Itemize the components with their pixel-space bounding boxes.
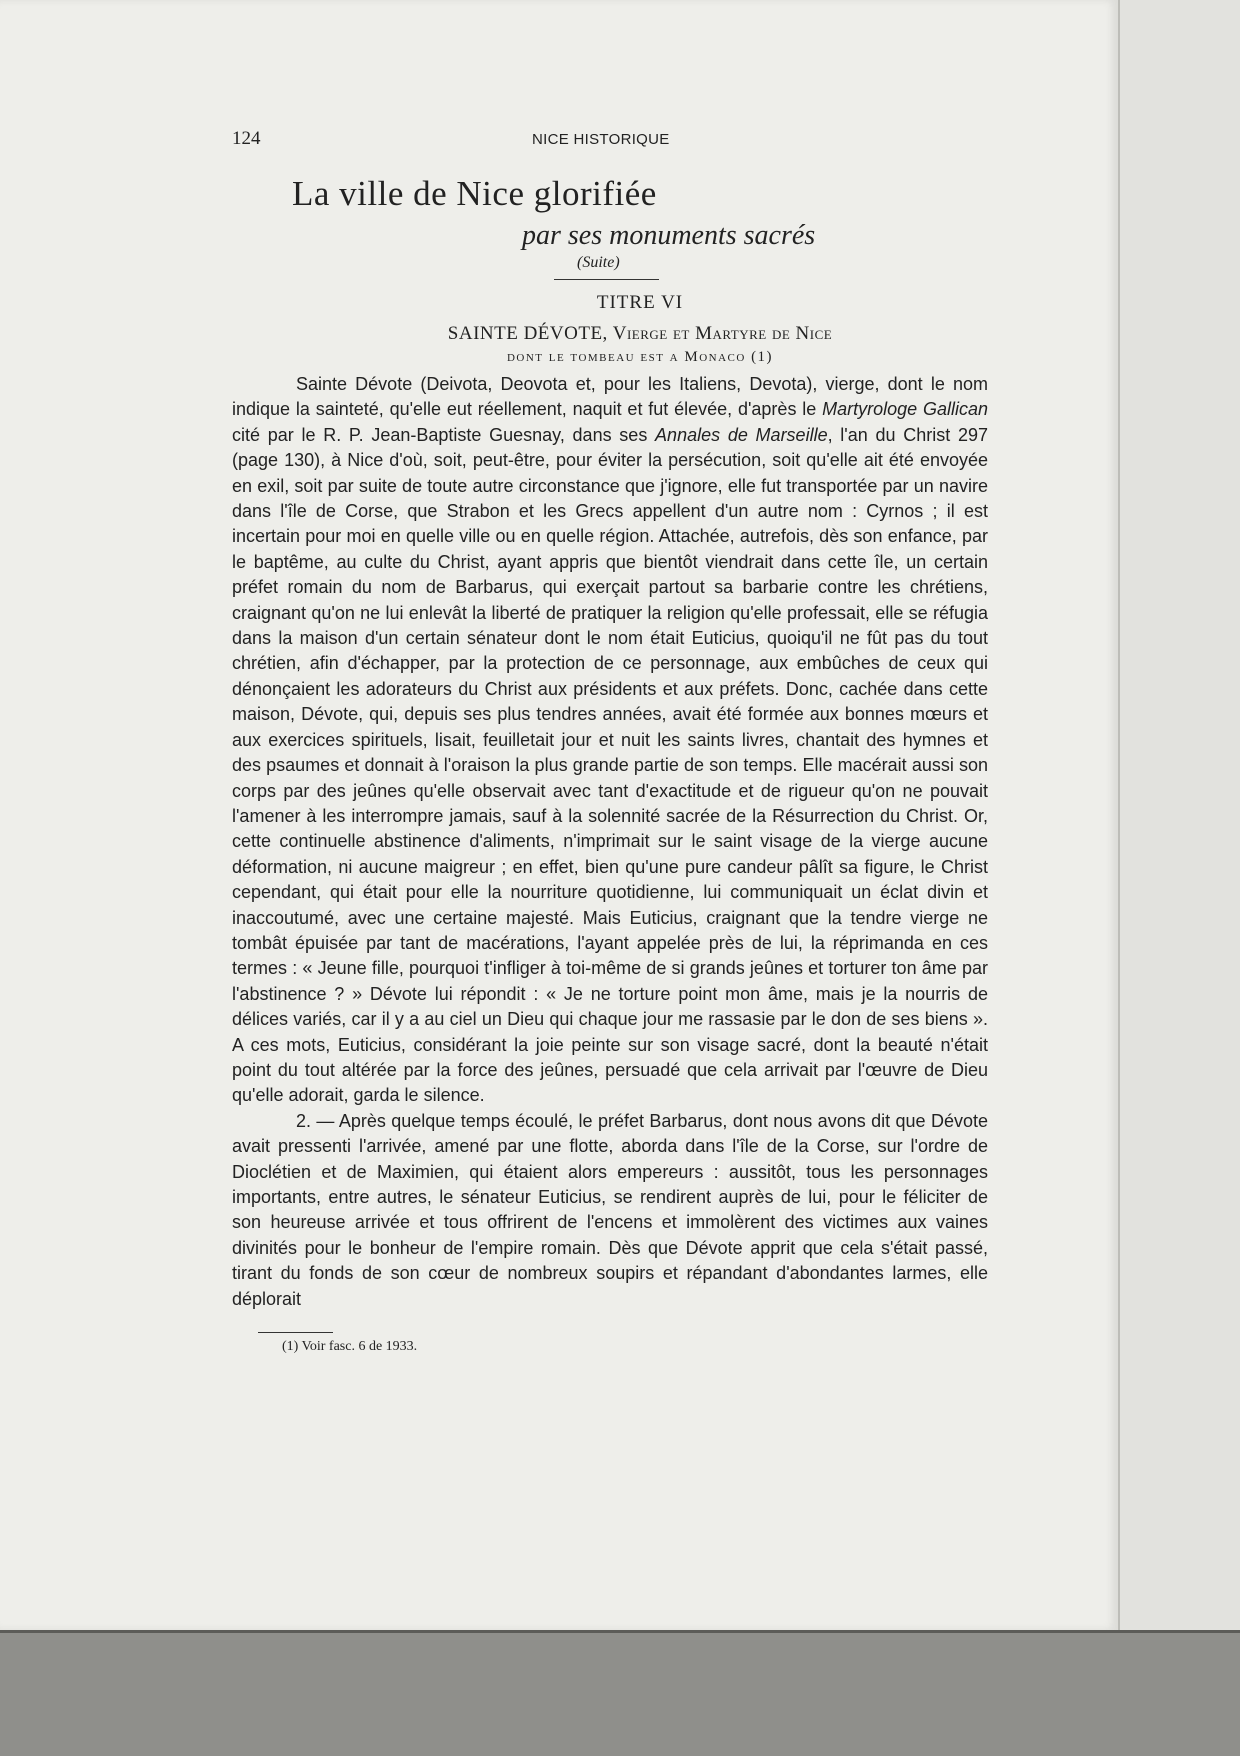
- footnote: (1) Voir fasc. 6 de 1933.: [282, 1339, 418, 1355]
- footnote-divider: [258, 1332, 333, 1333]
- article-title-continued: par ses monuments sacrés: [522, 220, 816, 251]
- section-title: TITRE VI: [596, 292, 684, 313]
- paragraph-1-italic-1: Martyrologe Gallican: [822, 399, 988, 420]
- article-subtitle: (Suite): [577, 254, 620, 271]
- section-heading: SAINTE DÉVOTE, Vierge et Martyre de Nice: [447, 323, 833, 344]
- paragraph-1: [232, 372, 988, 1109]
- running-head: [232, 128, 988, 154]
- body-text: [232, 372, 988, 1312]
- page-content: [232, 128, 988, 1355]
- next-page-edge: [1118, 0, 1240, 1630]
- paragraph-1-text-b: cité par le R. P. Jean-Baptiste Guesnay, dans ses: [232, 424, 656, 445]
- section-subheading: dont le tombeau est a Monaco (1): [506, 349, 774, 365]
- title-divider: [554, 279, 659, 280]
- paragraph-1-text-c: , l'an du Christ 297 (page 130), à Nice d'où, soit, peut-être, pour éviter la persécution, soit qu'elle ait été envoyée en exil, soit par suite de toute autre circonstance que j'ignore, elle fut transportée par un navire dans l'île de Corse, que Strabon et les Grecs appellent d'un autre nom : Cyrnos ; il est incertain pour moi en quelle ville ou en quelle région. Attachée, autrefois, dès son enfance, par le baptême, au culte du Christ, ayant appris que bientôt viendrait dans cette île, un certain préfet romain du nom de Barbarus, qui exerçait partout sa barbarie contre les chrétiens, craignant qu'on ne lui enlevât la liberté de pratiquer la religion qu'elle professait, elle se réfugia dans la maison d'un certain sénateur dont le nom était Euticius, quoiqu'il ne fût pas du tout chrétien, afin d'échapper, par la protection de ce personnage, aux embûches de ceux qui dénonçaient les adorateurs du Christ aux présidents et aux préfets. Donc, cachée dans cette maison, Dévote, qui, depuis ses plus tendres années, avait été formée aux bonnes mœurs et aux exercices spirituels, lisait, feuilletait jour et nuit les saints livres, chantait des hymnes et des psaumes et donnait à l'oraison la plus grande partie de son temps. Elle macérait aussi son corps par des jeûnes qu'elle observait avec tant d'exactitude et de rigueur qu'on ne pouvait l'amener à les interrompre jamais, sauf à la solennité sacrée de la Résurrection du Christ. Or, cette continuelle abstinence d'aliments, n'imprimait sur le saint visage de la vierge aucune déformation, ni aucune maigreur ; en effet, bien qu'une pure candeur pâlît sa figure, le Christ cependant, qui était pour elle la nourriture quotidienne, lui communiquait un éclat divin et inaccoutumé, avec une certaine majesté. Mais Euticius, craignant que la tendre vierge ne tombât épuisée par tant de macérations, l'ayant appelée près de lui, la réprimanda en ces termes : « Jeune fille, pourquoi t'infliger à toi-même de si grands jeûnes et torturer ton âme par l'abstinence ? » Dévote lui répondit : « Je ne torture point mon âme, mais je la nourris de délices variés, car il y a au ciel un Dieu qui chaque jour me rassasie par le don de ses biens ». A ces mots, Euticius, considérant la joie peinte sur son visage sacré, dont la beauté n'était point du tout altérée par la force des jeûnes, persuadé que cela arrivait par l'œuvre de Dieu qu'elle adorait, garda le silence.: [232, 424, 988, 1106]
- journal-title: NICE HISTORIQUE: [532, 131, 670, 148]
- page-number: 124: [232, 128, 261, 149]
- article-title: La ville de Nice glorifiée: [292, 174, 657, 213]
- scanner-background: [0, 1630, 1240, 1756]
- paragraph-1-italic-2: Annales de Marseille: [655, 424, 828, 445]
- paragraph-2: 2. — Après quelque temps écoulé, le préfet Barbarus, dont nous avons dit que Dévote avait pressenti l'arrivée, amené par une flotte, aborda dans l'île de la Corse, sur l'ordre de Dioclétien et de Maximien, qui étaient alors empereurs : aussitôt, tous les personnages importants, entre autres, le sénateur Euticius, se rendirent auprès de lui, pour le féliciter de son heureuse arrivée et tous offrirent de l'encens et immolèrent des victimes aux vaines divinités pour le bonheur de l'empire romain. Dès que Dévote apprit que cela s'était passé, tirant du fonds de son cœur de nombreux soupirs et répandant d'abondantes larmes, elle déplorait: [232, 1110, 988, 1309]
- paragraph-1-text-a: Sainte Dévote (Deivota, Deovota et, pour les Italiens, Devota), vierge, dont le nom indique la sainteté, qu'elle eut réellement, naquit et fut élevée, d'après le: [232, 374, 988, 420]
